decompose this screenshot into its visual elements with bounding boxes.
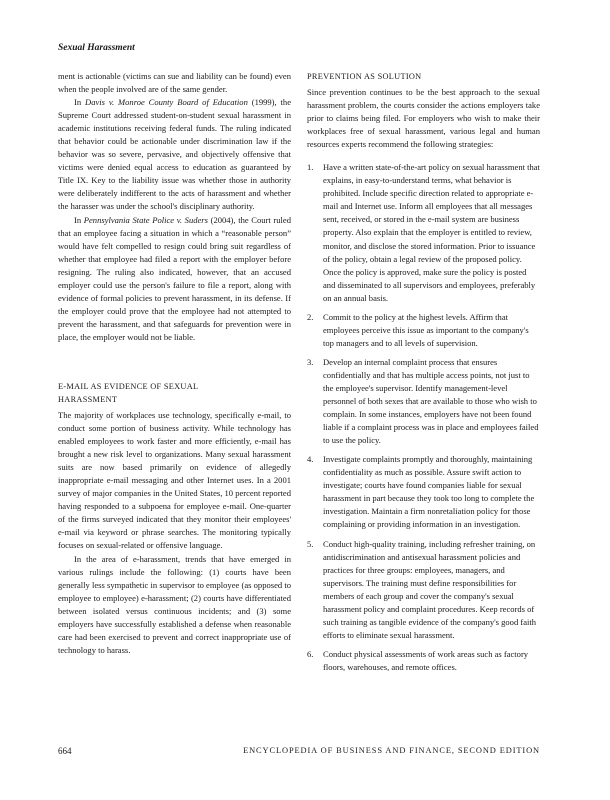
strategy-text: Conduct high-quality training, including refresher training, on antidiscrimination and antisexual harassment policies and practices for three groups: employees, managers, and supervisors. The training must define responsibilities for members of each group and cover the company's sexual harassment policy and complaint procedures. Keep records of such training as tangible evidence of the company's good faith efforts to eliminate sexual harassment.: [323, 538, 537, 640]
strategy-item: [307, 356, 540, 447]
strategy-text: Have a written state-of-the-art policy on sexual harassment that explains, in easy-to-understand terms, what behavior is prohibited. Include specific direction related to appropriate e-mail and Internet use. Inform all employees that all messages sent, received, or stored in the e-mail system are business property. Also explain that the employer is entitled to review, monitor, and disclose the stored information. Prior to issuance of the policy, obtain a legal review of the proposed policy. Once the policy is approved, make sure the policy is posted and disseminated to all supervisors and employees, preferably on an annual basis.: [323, 162, 540, 303]
page-number: 664: [58, 746, 72, 756]
strategy-text: Investigate complaints promptly and thoroughly, maintaining confidentiality as much as possible. Assure swift action to investigate; courts have found companies liable for sexual harassment in part because they took too long to complete the investigation. Maintain a firm nonretaliation policy for those complaining or providing information in an investigation.: [323, 454, 535, 530]
strategy-number: 1.: [307, 162, 314, 173]
paragraph-email-risk: The majority of workplaces use technology, specifically e-mail, to conduct some portion of business activity. While technology has enabled employees to work faster and more efficiently, e-mail has brought a new risk level to organizations. Many sexual harassment suits are now based primarily on evidence of allegedly inappropriate e-mail messaging and other Internet uses. In a 2001 survey of major companies in the United States, 10 percent reported having responded to a subpoena for employee e-mail. One-quarter of the firms surveyed indicated that they monitor their employees' e-mail via keyword or phrase searches. The monitoring typically focuses on sexual-related or offensive language.: [58, 409, 291, 551]
running-head: Sexual Harassment: [58, 43, 135, 53]
case-name: Davis v. Monroe County Board of Education: [85, 97, 248, 108]
strategy-text: Commit to the policy at the highest levels. Affirm that employees perceive this issue as important to the company's top managers and to all levels of supervision.: [323, 311, 529, 348]
case-name: Pennsylvania State Police v. Suders: [83, 214, 208, 225]
strategy-item: [307, 538, 540, 642]
left-column: [58, 70, 291, 657]
paragraph-prevention-intro: Since prevention continues to be the best approach to the sexual harassment problem, the courts consider the actions employers take prior to claims being filed. For employers who wish to make their workplaces free of sexual harassment, various legal and human resources experts recommend the following strategies:: [307, 87, 540, 150]
text-run: In: [74, 214, 84, 225]
strategy-number: 6.: [307, 648, 314, 659]
strategy-item: [307, 161, 540, 305]
publication-title: ENCYCLOPEDIA OF BUSINESS AND FINANCE, SECOND EDITION: [243, 746, 540, 755]
paragraph-e-harassment-trends: In the area of e-harassment, trends that have emerged in various rulings include the following: (1) courts have been generally less sympathetic in supervisor to employee (as opposed to employee to employee) e-harassment; (2) courts have differentiated between isolated versus continuous incidents; and (3) some employers have successfully established a defense when reasonable care had been exercised to prevent and correct inappropriate use of technology to harass.: [58, 553, 291, 655]
section-heading-line: HARASSMENT: [58, 394, 118, 404]
strategy-item: [307, 453, 540, 531]
text-run: (1999), the Supreme Court addressed student-on-student sexual harassment in academic institutions receiving federal funds. The ruling indicated that behavior could be actionable under discrimination law if the behavior was so severe, pervasive, and objectively offensive that victims were denied equal access to education as guaranteed by Title IX. Key to the liability issue was whether those in authority were deliberately indifferent to the acts of harassment and whether the harasser was under the school's disciplinary authority.: [58, 97, 291, 212]
paragraph-continuation: ment is actionable (victims can sue and liability can be found) even when the people involved are of the same gender.: [58, 71, 291, 95]
strategy-number: 4.: [307, 454, 314, 465]
strategy-text: Conduct physical assessments of work areas such as factory floors, warehouses, and remote offices.: [323, 648, 529, 672]
section-heading-email-evidence: [58, 380, 291, 406]
strategy-item: [307, 648, 540, 674]
page-footer: [58, 746, 540, 760]
section-heading-line: E-MAIL AS EVIDENCE OF SEXUAL: [58, 381, 199, 391]
text-run: (2004), the Court ruled that an employee facing a situation in which a “reasonable person” would have felt compelled to resign could bring suit regardless of whether that employee had filed a report with the employer before resigning. The ruling also indicated, however, that an accused employer could use the person's failure to file a report, along with evidence of formal policies to prevent harassment, in its defense. If the employer could prove that the employee had not attempted to prevent the harassment, and that safeguards for prevention were in place, the employer would not be liable.: [58, 214, 291, 342]
right-column: [307, 70, 540, 680]
section-heading-prevention: PREVENTION AS SOLUTION: [307, 72, 422, 81]
paragraph-davis-case: [58, 96, 291, 213]
paragraph-suders-case: [58, 214, 291, 344]
strategy-item: [307, 311, 540, 350]
text-run: In: [74, 97, 86, 108]
strategy-text: Develop an internal complaint process that ensures confidentially and that has multiple access points, not just to the employee's supervisor. Identify management-level personnel of both sexes that are available to those who wish to complain. In some instances, employers have not been found liable if a complaint process was in place and employees failed to use the policy.: [323, 356, 539, 446]
strategies-list: [307, 161, 540, 674]
strategy-number: 2.: [307, 311, 314, 322]
strategy-number: 5.: [307, 538, 314, 549]
strategy-number: 3.: [307, 356, 314, 367]
